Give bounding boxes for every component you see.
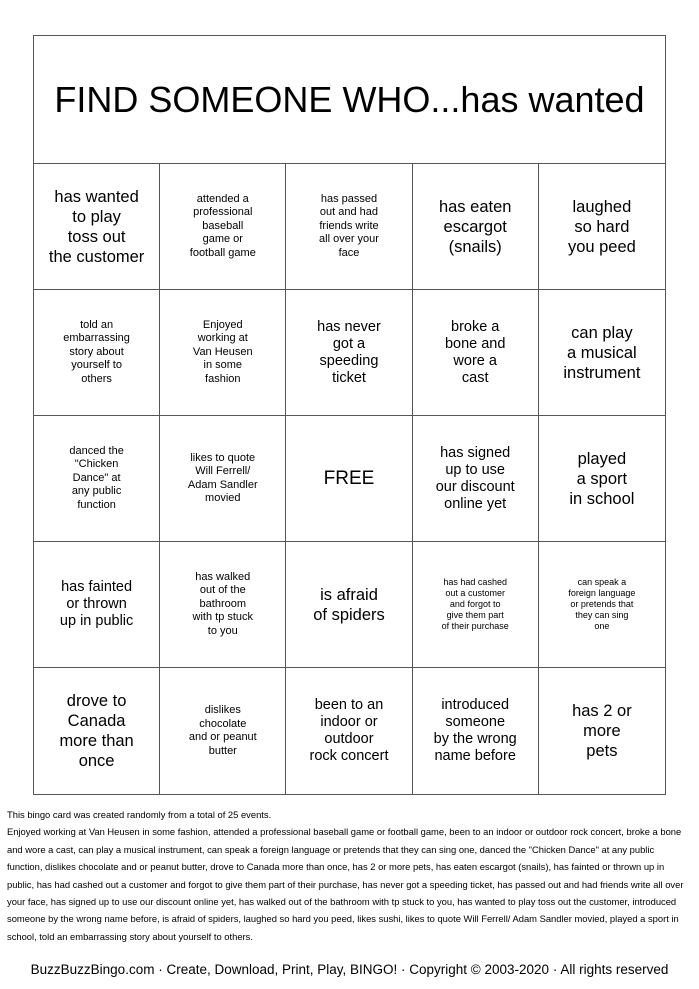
bingo-cell [286,164,412,290]
bingo-cell-text: has eaten escargot (snails) [438,197,512,256]
bingo-cell-text: introduced someone by the wrong name before [433,697,517,764]
bingo-cell [160,668,286,794]
bingo-cell [286,668,412,794]
bingo-cell-text: laughed so hard you peed [567,197,636,256]
bingo-cell-text: told an embarrassing story about yourself to others [63,318,130,385]
bingo-cell [539,668,665,794]
bingo-cell [34,164,160,290]
bingo-cell [286,290,412,416]
bingo-cell-text: is afraid of spiders [313,585,385,624]
description-events: Enjoyed working at Van Heusen in some fashion, attended a professional baseball game or football game, been to an indoor or outdoor rock concert, broke a bone and wore a cast, can play a musical instrument, can speak a foreign language or pretends that they can sing one, danced the "Chicken Dance" at any public function, dislikes chocolate and or peanut butter, drove to Canada more than once, has 2 or more pets, has eaten escargot (snails), has fainted or thrown up in public, has had cashed out a customer and forgot to give them part of their purchase, has never got a speeding ticket, has passed out and had friends write all over your face, has signed up to use our discount online yet, has walked out of the bathroom with tp stuck to you, has wanted to play toss out the customer, introduced someone by the wrong name before, is afraid of spiders, laughed so hard you peed, likes sushi, likes to quote Will Ferrell/ Adam Sandler movied, played a sport in school, told an embarrassing story about yourself to others. [7,826,684,942]
bingo-cell [34,542,160,668]
free-space-cell [286,416,412,542]
bingo-cell-text: has wanted to play toss out the customer [48,187,145,266]
bingo-cell-text: has never got a speeding ticket [317,318,381,386]
bingo-cell-text: FREE [323,467,375,489]
bingo-cell-text: danced the "Chicken Dance" at any public function [69,444,124,511]
bingo-cell-text: has 2 or more pets [572,702,632,760]
bingo-cell-text: can play a musical instrument [563,323,641,382]
bingo-cell-text: has had cashed out a customer and forgot to give them part of their purchase [441,577,509,631]
bingo-cell [413,542,539,668]
bingo-cell-text: drove to Canada more than once [59,692,134,770]
bingo-cell [286,542,412,668]
bingo-cell [539,164,665,290]
bingo-cell-text: Enjoyed working at Van Heusen in some fashion [192,318,253,385]
bingo-cell [160,542,286,668]
bingo-cell [34,416,160,542]
bingo-cell [160,290,286,416]
bingo-cell-text: broke a bone and wore a cast [444,318,506,386]
bingo-cell [539,542,665,668]
bingo-cell [34,668,160,794]
site-footer: BuzzBuzzBingo.com · Create, Download, Print, Play, BINGO! · Copyright © 2003-2020 · All rights reserved [30,962,669,977]
bingo-cell [413,290,539,416]
bingo-cell-text: played a sport in school [569,449,635,508]
bingo-cell-text: has walked out of the bathroom with tp stuck to you [192,570,254,637]
bingo-cell [539,416,665,542]
bingo-cell [34,290,160,416]
bingo-grid [34,164,665,794]
bingo-cell-text: attended a professional baseball game or football game [189,192,256,259]
bingo-card [33,35,666,795]
bingo-cell-text: been to an indoor or outdoor rock concert [309,697,389,764]
bingo-cell-text: can speak a foreign language or pretends that they can sing one [568,577,636,631]
bingo-cell-text: has fainted or thrown up in public [59,579,134,629]
bingo-cell [413,416,539,542]
description-intro: This bingo card was created randomly from a total of 25 events. [7,809,272,820]
bingo-cell-text: has signed up to use our discount online yet [435,444,515,512]
bingo-cell-text: likes to quote Will Ferrell/ Adam Sandler movied [187,451,258,504]
card-description [7,806,692,945]
card-title: FIND SOMEONE WHO...has wanted [34,36,665,164]
bingo-cell [413,164,539,290]
bingo-cell [160,164,286,290]
bingo-cell-text: has passed out and had friends write all over your face [319,192,379,259]
bingo-cell [413,668,539,794]
bingo-cell [539,290,665,416]
bingo-cell-text: dislikes chocolate and or peanut butter [188,704,257,757]
bingo-cell [160,416,286,542]
